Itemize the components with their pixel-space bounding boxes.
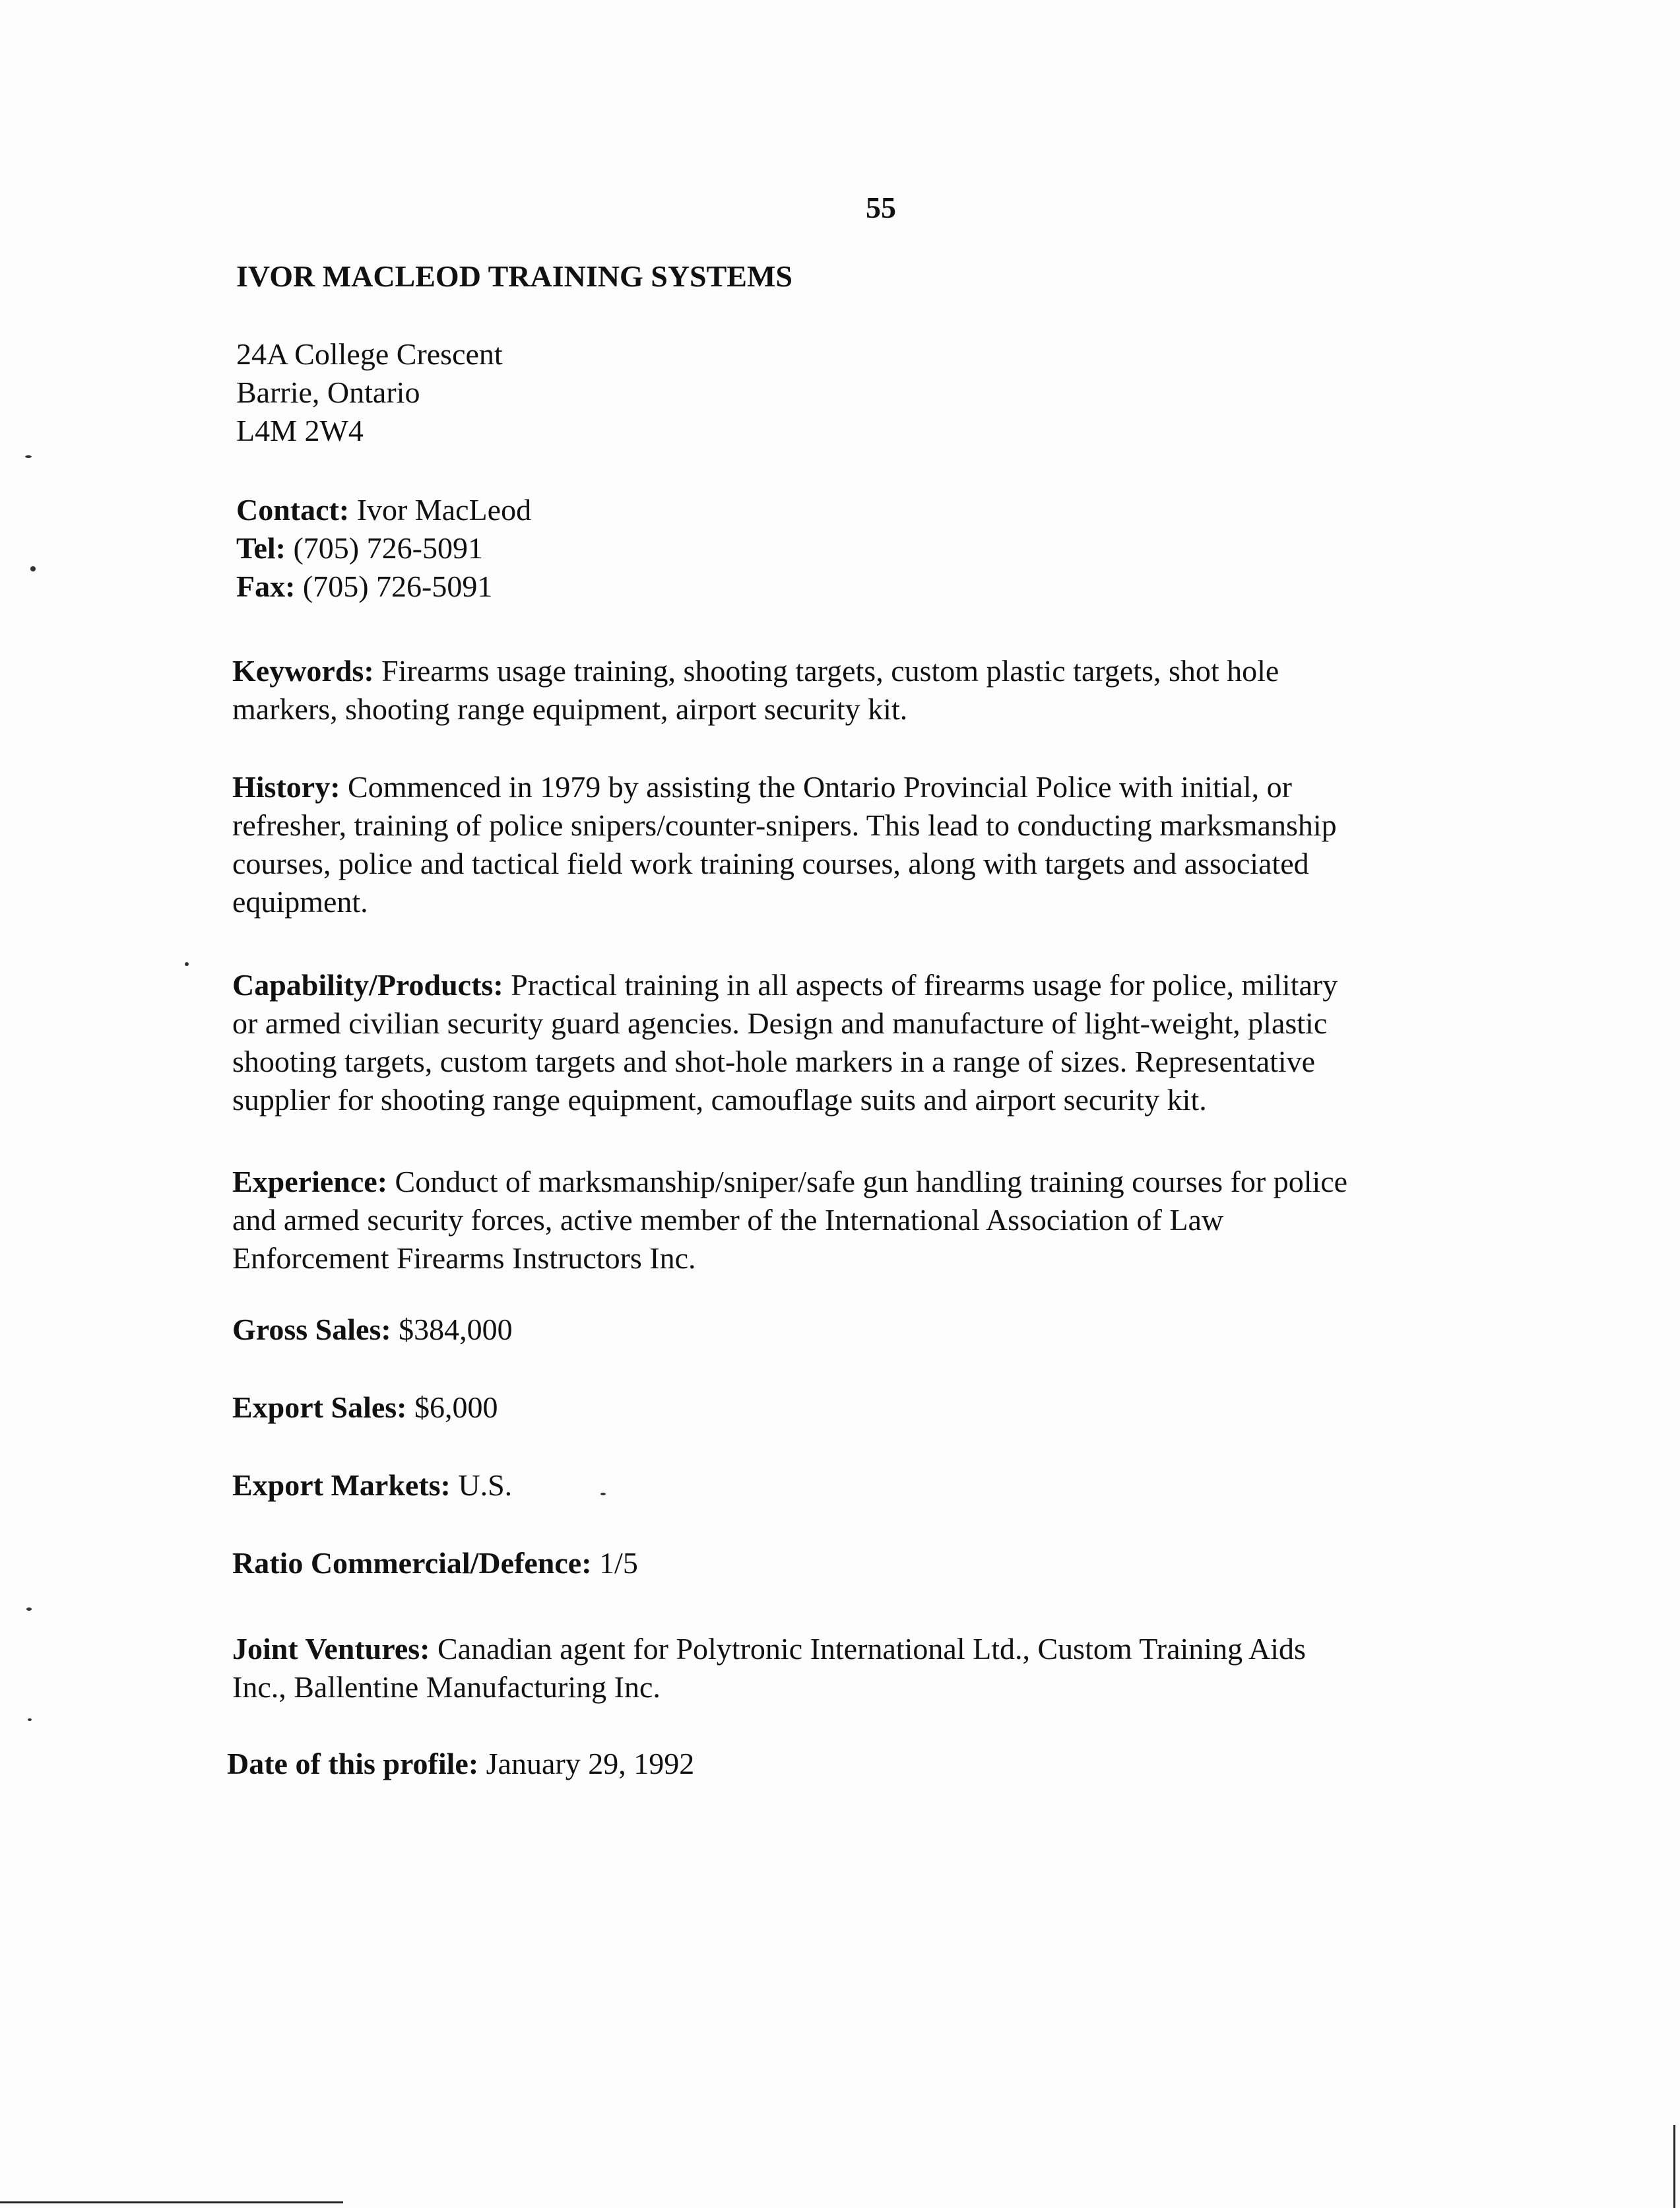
joint-ventures-text-1: Canadian agent for Polytronic International Ltd., Custom Training Aids [437,1632,1306,1666]
address-line-2: Barrie, Ontario [236,375,420,409]
experience-label: Experience: [232,1165,388,1198]
experience-text-3: Enforcement Firearms Instructors Inc. [232,1241,696,1275]
page-number: 55 [866,191,896,224]
date-of-profile-row [227,1745,1507,1783]
fax-row [236,568,1516,606]
history-line-1 [232,768,1512,806]
gross-sales-value: $384,000 [399,1313,513,1346]
tel-value: (705) 726-5091 [293,531,483,565]
experience-section [232,1163,1512,1278]
scan-speck [30,566,36,571]
keywords-text-1: Firearms usage training, shooting targets, custom plastic targets, shot hole [381,654,1279,688]
keywords-line-1 [232,652,1512,690]
capability-section [232,966,1512,1119]
capability-line-1 [232,966,1512,1004]
scan-speck [185,962,189,966]
capability-text-3: shooting targets, custom targets and shot-hole markers in a range of sizes. Representative [232,1045,1316,1078]
scan-speck [28,1718,32,1721]
ratio-value: 1/5 [599,1546,638,1580]
contact-value: Ivor MacLeod [356,493,532,527]
joint-ventures-label: Joint Ventures: [232,1632,430,1666]
contact-label: Contact: [236,493,350,527]
scan-speck [26,1607,32,1611]
export-markets-row [232,1466,1512,1505]
contact-row [236,491,1516,529]
ratio-row [232,1544,1512,1582]
scan-speck [600,1493,606,1495]
export-sales-row [232,1388,1512,1427]
history-section [232,768,1512,921]
export-markets-value: U.S. [458,1468,513,1502]
keywords-section [232,652,1512,729]
fax-value: (705) 726-5091 [302,569,493,603]
address-block [236,335,1516,450]
keywords-label: Keywords: [232,654,374,688]
joint-ventures-line-1 [232,1630,1512,1668]
history-text-3: courses, police and tactical field work training courses, along with targets and associated [232,847,1309,880]
tel-label: Tel: [236,531,286,565]
capability-text-2: or armed civilian security guard agencies. Design and manufacture of light-weight, plastic [232,1006,1328,1040]
joint-ventures-text-2: Inc., Ballentine Manufacturing Inc. [232,1670,661,1704]
scan-edge-line [0,2201,343,2203]
address-line-3: L4M 2W4 [236,414,364,447]
capability-label: Capability/Products: [232,968,503,1002]
gross-sales-row [232,1311,1512,1349]
scan-edge-line [1673,2125,1675,2208]
date-of-profile-value: January 29, 1992 [486,1747,695,1780]
scan-speck [25,455,32,458]
contact-block [236,491,1516,606]
history-label: History: [232,770,340,804]
capability-text-1: Practical training in all aspects of firearms usage for police, military [511,968,1338,1002]
experience-text-1: Conduct of marksmanship/sniper/safe gun handling training courses for police [395,1165,1348,1198]
joint-ventures-section [232,1630,1512,1706]
gross-sales-label: Gross Sales: [232,1313,391,1346]
export-sales-value: $6,000 [414,1390,498,1424]
history-text-4: equipment. [232,885,368,919]
export-sales-label: Export Sales: [232,1390,407,1424]
history-text-2: refresher, training of police snipers/counter-snipers. This lead to conducting marksmanship [232,808,1337,842]
date-of-profile-label: Date of this profile: [227,1747,479,1780]
fax-label: Fax: [236,569,296,603]
tel-row [236,529,1516,568]
experience-line-1 [232,1163,1512,1201]
keywords-text-2: markers, shooting range equipment, airport security kit. [232,692,908,726]
address-line-1: 24A College Crescent [236,337,503,371]
company-name: IVOR MACLEOD TRAINING SYSTEMS [236,259,792,293]
ratio-label: Ratio Commercial/Defence: [232,1546,592,1580]
experience-text-2: and armed security forces, active member of the International Association of Law [232,1203,1224,1237]
history-text-1: Commenced in 1979 by assisting the Ontario Provincial Police with initial, or [348,770,1292,804]
capability-text-4: supplier for shooting range equipment, camouflage suits and airport security kit. [232,1083,1207,1117]
export-markets-label: Export Markets: [232,1468,451,1502]
